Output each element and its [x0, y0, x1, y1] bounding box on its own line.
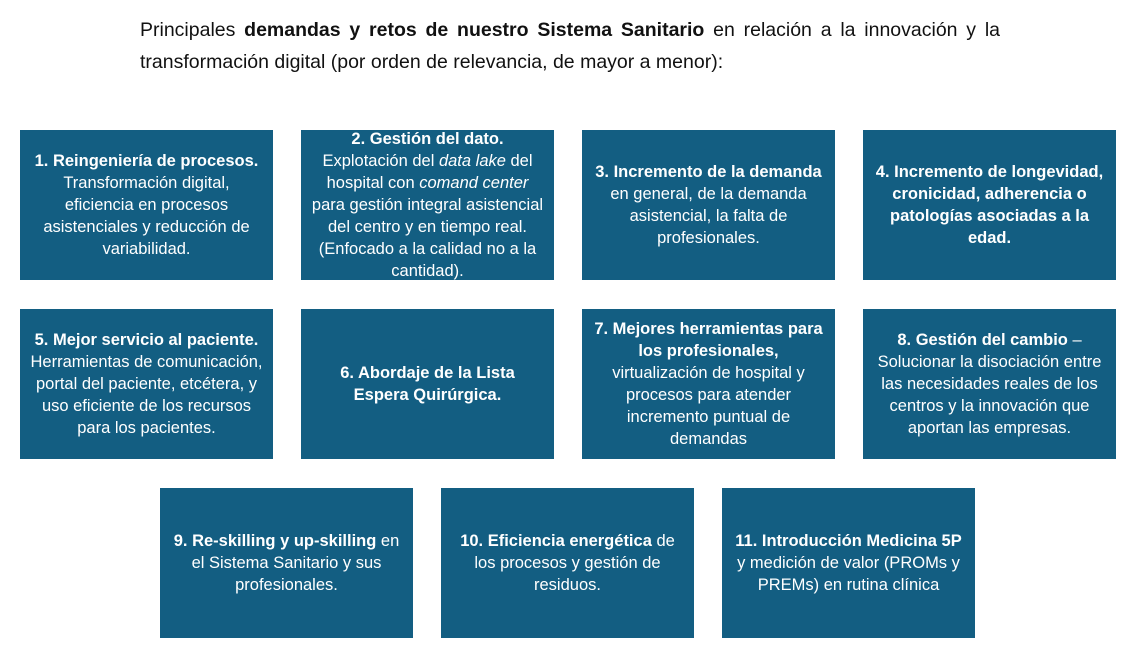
box-2-italic-a: data lake	[438, 152, 506, 170]
box-2-text-b: del hospital con	[326, 152, 533, 192]
box-5-title: 5. Mejor servicio al paciente.	[34, 331, 259, 349]
box-10	[441, 488, 694, 638]
box-7	[582, 309, 835, 459]
intro-bold: demandas y retos de nuestro Sistema Sanitario	[244, 19, 705, 41]
box-6	[301, 309, 554, 459]
box-4	[863, 130, 1116, 280]
box-9-text: en el Sistema Sanitario y sus profesionales.	[191, 532, 400, 594]
box-7-text: virtualización de hospital y procesos para atender incremento puntual de demandas	[612, 364, 805, 448]
intro-text-2: en relación a la innovación y la transformación digital (por orden de relevancia, de mayor a menor):	[140, 19, 1001, 73]
box-8	[863, 309, 1116, 459]
box-11	[722, 488, 975, 638]
intro-text-1: Principales	[140, 19, 245, 41]
intro-paragraph	[140, 14, 1000, 78]
box-2-text-c: para gestión integral asistencial del centro y en tiempo real. (Enfocado a la calidad no a la cantidad).	[311, 196, 544, 280]
box-1	[20, 130, 273, 280]
box-10-title: 10. Eficiencia energética	[460, 532, 652, 550]
box-2	[301, 130, 554, 280]
box-2-italic-b: comand center	[419, 174, 529, 192]
box-9-title: 9. Re-skilling y up-skilling	[173, 532, 377, 550]
box-3	[582, 130, 835, 280]
box-11-title: 11. Introducción Medicina 5P	[735, 532, 962, 550]
box-1-title: 1. Reingeniería de procesos.	[34, 152, 259, 170]
box-11-text: y medición de valor (PROMs y PREMs) en rutina clínica	[737, 554, 960, 594]
box-6-title: 6. Abordaje de la Lista Espera Quirúrgica.	[340, 364, 515, 404]
box-5-text: Herramientas de comunicación, portal del paciente, etcétera, y uso eficiente de los recursos para los pacientes.	[30, 353, 263, 437]
box-8-title: 8. Gestión del cambio	[897, 331, 1068, 349]
box-3-title: 3. Incremento de la demanda	[595, 163, 822, 181]
box-9	[160, 488, 413, 638]
box-2-text-a: Explotación del	[322, 152, 439, 170]
box-7-title: 7. Mejores herramientas para los profesionales,	[594, 320, 823, 360]
box-8-text: – Solucionar la disociación entre las necesidades reales de los centros y la innovación que aportan las empresas.	[877, 331, 1102, 437]
box-5	[20, 309, 273, 459]
box-2-title: 2. Gestión del dato.	[351, 130, 504, 148]
box-3-text: en general, de la demanda asistencial, la falta de profesionales.	[610, 185, 807, 247]
box-10-text: de los procesos y gestión de residuos.	[474, 532, 675, 594]
box-1-text: Transformación digital, eficiencia en procesos asistenciales y reducción de variabilidad.	[43, 174, 250, 258]
box-4-title: 4. Incremento de longevidad, cronicidad, adherencia o patologías asociadas a la edad.	[875, 163, 1104, 247]
